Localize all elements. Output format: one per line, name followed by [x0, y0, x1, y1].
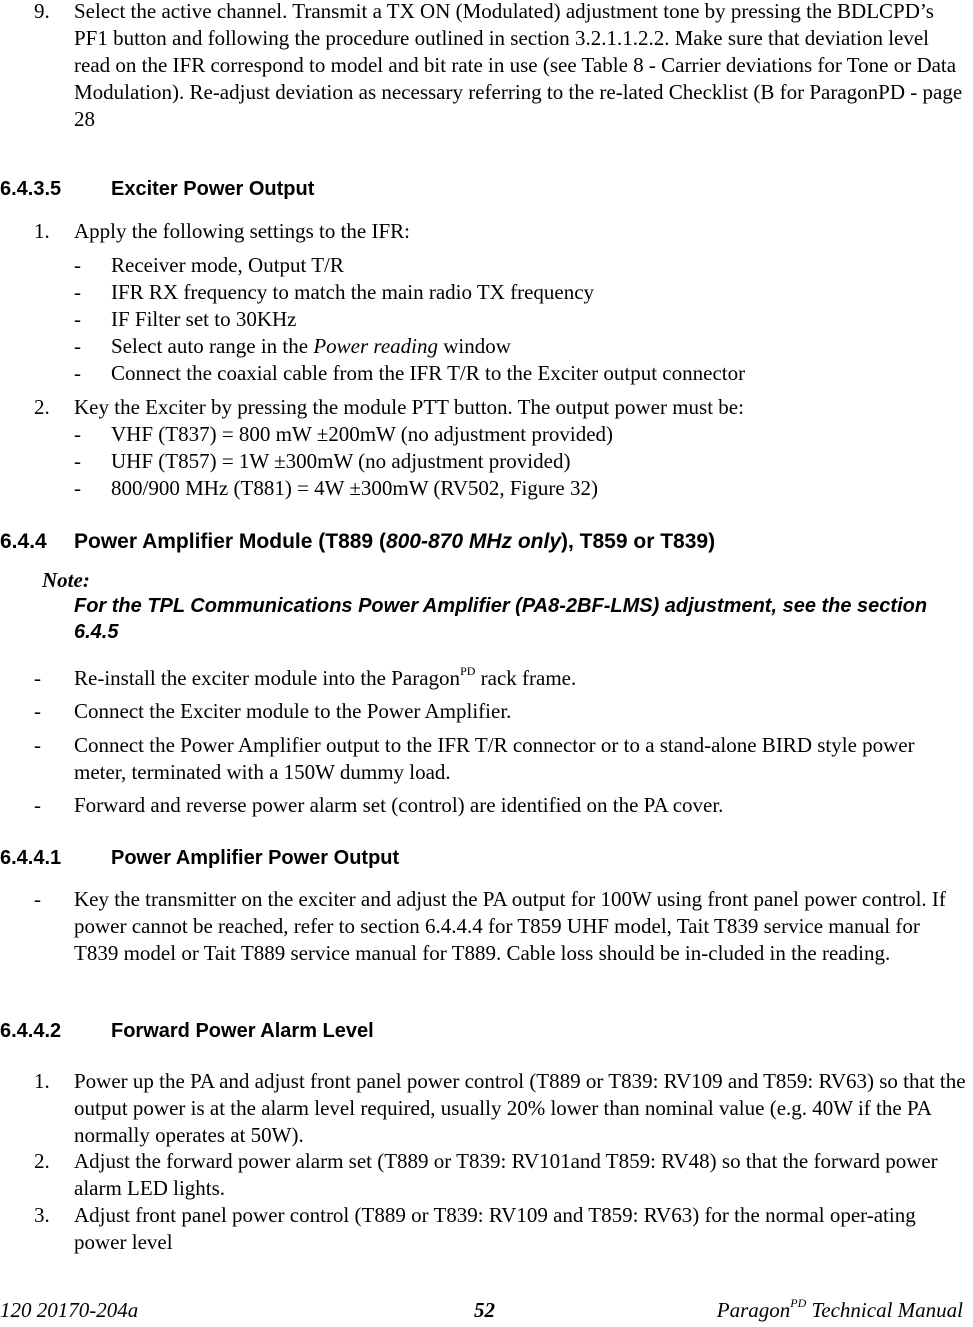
step-text: Adjust front panel power control (T889 or T839: RV109 and T859: RV63) for the normal oper-ating power level: [74, 1203, 916, 1254]
section-title: Power Amplifier Module (T889 (800-870 MHz only), T859 or T839): [74, 530, 716, 553]
section-number: 6.4.4.1: [0, 847, 62, 869]
step-number: 3.: [34, 1203, 50, 1227]
bullet-text: 800/900 MHz (T881) = 4W ±300mW (RV502, Figure 32): [111, 476, 598, 500]
step-text: Select the active channel. Transmit a TX ON (Modulated) adjustment tone by pressing the BDLCPD’s PF1 button and following the procedure outlined in section 3.2.1.1.2.2. Make sure that deviation level read on the IFR correspond to model and bit rate in use (see Table 8 - Carrier deviations for Tone or Data Modulation). Re-adjust deviation as necessary referring to the re-lated Checklist (B for ParagonPD - page 28: [74, 0, 963, 131]
step-text: Apply the following settings to the IFR:: [74, 219, 410, 243]
bullet-text: Connect the coaxial cable from the IFR T/R to the Exciter output connector: [111, 361, 746, 385]
bullet-dash: -: [74, 449, 81, 473]
bullet-dash: -: [74, 253, 81, 277]
superscript: PD: [460, 664, 476, 678]
bullet-text: Forward and reverse power alarm set (control) are identified on the PA cover.: [74, 793, 724, 817]
section-number: 6.4.4: [0, 530, 47, 553]
step-number: 1.: [34, 1069, 50, 1093]
superscript: PD: [790, 1296, 807, 1310]
section-title: Power Amplifier Power Output: [111, 847, 400, 869]
page-number: 52: [474, 1298, 495, 1322]
bullet-dash: -: [34, 699, 41, 723]
note-text: For the TPL Communications Power Amplifier (PA8-2BF-LMS) adjustment, see the section 6.4.5: [74, 595, 928, 643]
step-number: 1.: [34, 219, 50, 243]
bullet-dash: -: [74, 361, 81, 385]
doc-number: 120 20170-204a: [0, 1298, 139, 1322]
step-number: 2.: [34, 395, 50, 419]
section-title: Exciter Power Output: [111, 178, 315, 200]
bullet-text: IFR RX frequency to match the main radio TX frequency: [111, 280, 595, 304]
bullet-text: UHF (T857) = 1W ±300mW (no adjustment provided): [111, 449, 571, 473]
manual-title: Paragon$^{PD}$ Technical Manual: [716, 1296, 963, 1322]
bullet-text: Select auto range in the Power reading window: [111, 334, 511, 358]
bullet-dash: -: [74, 422, 81, 446]
step-text: Power up the PA and adjust front panel power control (T889 or T839: RV109 and T859: RV63) so that the output power is at the alarm level required, usually 20% lower than nominal value (e.g. 40W if the PA normally operates at 50W).: [74, 1069, 966, 1147]
bullet-dash: -: [34, 666, 41, 690]
bullet-text: VHF (T837) = 800 mW ±200mW (no adjustment provided): [111, 422, 614, 446]
bullet-text: Re-install the exciter module into the Paragon$^{PD}$ rack frame.: [74, 664, 577, 690]
bullet-dash: -: [34, 793, 41, 817]
italic-term: 800-870 MHz only: [385, 530, 562, 553]
note-label: Note:: [42, 568, 90, 592]
bullet-dash: -: [74, 280, 81, 304]
step-text: Key the Exciter by pressing the module PTT button. The output power must be:: [74, 395, 744, 419]
bullet-dash: -: [74, 476, 81, 500]
section-number: 6.4.3.5: [0, 178, 62, 200]
step-text: Adjust the forward power alarm set (T889 or T839: RV101and T859: RV48) so that the forward power alarm LED lights.: [74, 1149, 938, 1200]
bullet-dash: -: [34, 887, 41, 911]
bullet-text: IF Filter set to 30KHz: [111, 307, 297, 331]
bullet-dash: -: [74, 307, 81, 331]
section-number: 6.4.4.2: [0, 1020, 62, 1042]
bullet-text: Connect the Power Amplifier output to the IFR T/R connector or to a stand-alone BIRD style power meter, terminated with a 150W dummy load.: [74, 733, 915, 784]
bullet-text: Key the transmitter on the exciter and adjust the PA output for 100W using front panel power control. If power cannot be reached, refer to section 6.4.4.4 for T859 UHF model, Tait T839 service manual for T839 model or Tait T889 service manual for T889. Cable loss should be in-cluded in the reading.: [74, 887, 946, 965]
step-number: 2.: [34, 1149, 50, 1173]
bullet-dash: -: [74, 334, 81, 358]
bullet-text: Connect the Exciter module to the Power Amplifier.: [74, 699, 512, 723]
bullet-text: Receiver mode, Output T/R: [111, 253, 344, 277]
step-number: 9.: [34, 0, 50, 23]
bullet-dash: -: [34, 733, 41, 757]
italic-term: Power reading: [313, 334, 438, 358]
section-title: Forward Power Alarm Level: [111, 1020, 374, 1042]
